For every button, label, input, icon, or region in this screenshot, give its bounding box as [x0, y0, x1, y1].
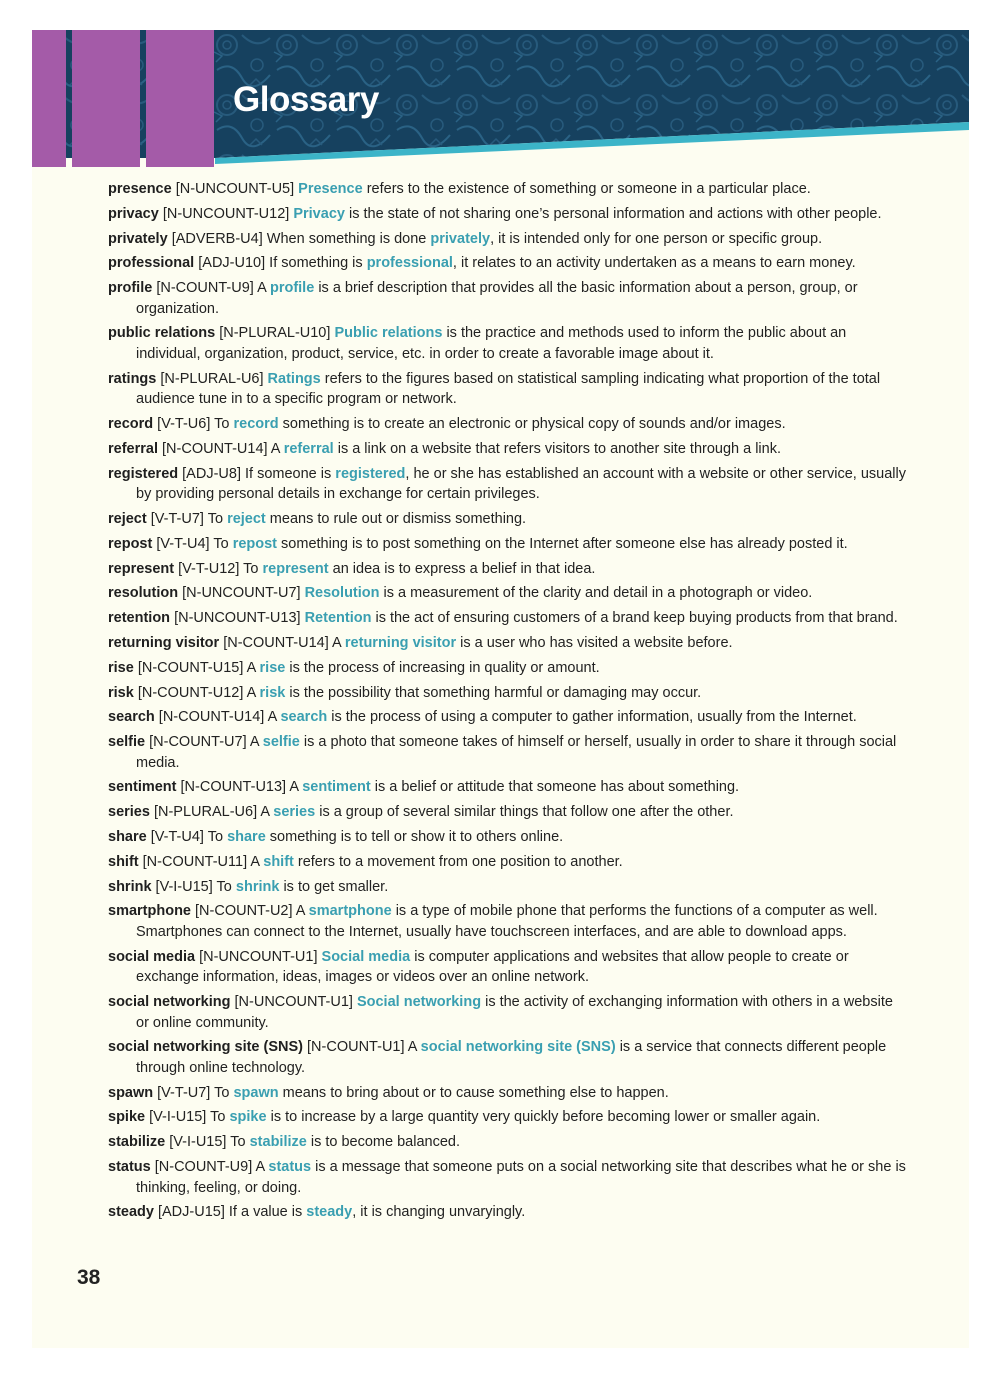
entry-text: A [255, 1159, 265, 1175]
entry-text: To [216, 878, 232, 895]
glossary-entry [108, 229, 908, 250]
glossary-entry [108, 707, 908, 728]
entry-term: referral [108, 440, 158, 457]
entry-tag: [N-PLURAL-U10] [219, 325, 331, 342]
entry-highlight: returning visitor [344, 634, 457, 651]
entry-highlight: Presence [298, 181, 363, 197]
entry-term: ratings [108, 370, 157, 387]
entry-definition: , it is intended only for one person or specific group. [490, 230, 823, 247]
glossary-entry [108, 439, 908, 460]
entry-term: smartphone [108, 903, 191, 920]
entry-text: If something is [269, 255, 363, 272]
glossary-entry [108, 777, 908, 798]
glossary-entry [108, 992, 908, 1033]
entry-tag: [N-UNCOUNT-U13] [174, 610, 301, 627]
entry-text: A [257, 280, 266, 297]
entry-text: To [214, 1084, 230, 1101]
entry-highlight: rise [259, 659, 286, 676]
entry-text: A [332, 634, 341, 651]
entry-term: sentiment [108, 779, 177, 796]
entry-definition: an idea is to express a belief in that idea. [332, 560, 596, 577]
glossary-entry [108, 608, 908, 629]
entry-term: reject [108, 510, 147, 527]
glossary-entry [108, 802, 908, 823]
entry-highlight: steady [306, 1204, 353, 1221]
entry-term: share [108, 829, 147, 846]
glossary-entry [108, 253, 908, 274]
glossary-list [108, 179, 908, 1227]
entry-highlight: share [227, 829, 266, 846]
entry-text: When something is done [266, 230, 427, 247]
entry-tag: [N-UNCOUNT-U1] [234, 994, 353, 1011]
entry-tag: [N-UNCOUNT-U12] [162, 205, 290, 222]
entry-definition: is to become balanced. [310, 1134, 460, 1151]
entry-text: A [260, 804, 270, 821]
entry-text: A [250, 853, 260, 870]
entry-tag: [V-T-U7] [150, 510, 204, 527]
header-tab-1 [32, 30, 66, 167]
glossary-entry [108, 901, 908, 942]
entry-tag: [N-UNCOUNT-U7] [182, 585, 301, 602]
entry-definition: refers to a movement from one position to another. [297, 853, 623, 870]
entry-highlight: smartphone [308, 903, 392, 920]
entry-highlight: shift [263, 853, 294, 870]
entry-highlight: Social networking [356, 994, 482, 1011]
entry-highlight: search [280, 709, 328, 726]
entry-tag: [N-COUNT-U13] [180, 779, 287, 796]
entry-definition: is the activity of exchanging information with others in a website or online community. [136, 994, 893, 1031]
glossary-entry [108, 559, 908, 580]
entry-tag: [V-T-U6] [157, 416, 211, 433]
entry-tag: [N-COUNT-U14] [158, 709, 265, 726]
glossary-entry [108, 633, 908, 654]
entry-definition: is the act of ensuring customers of a brand keep buying products from that brand. [375, 610, 898, 627]
glossary-entry [108, 464, 908, 505]
entry-definition: , it is changing unvaryingly. [352, 1204, 526, 1221]
entry-text: A [407, 1039, 417, 1056]
entry-highlight: record [233, 416, 279, 433]
entry-text: To [213, 535, 229, 552]
entry-term: status [108, 1159, 151, 1175]
entry-term: search [108, 709, 155, 726]
entry-definition: something is to tell or show it to others online. [269, 829, 564, 846]
entry-text: To [207, 829, 224, 846]
entry-highlight: risk [259, 684, 286, 701]
entry-term: record [108, 416, 154, 433]
entry-tag: [N-PLURAL-U6] [153, 804, 258, 821]
entry-definition: is a link on a website that refers visitors to another site through a link. [337, 440, 781, 457]
entry-term: steady [108, 1204, 154, 1221]
entry-highlight: repost [232, 535, 278, 552]
entry-highlight: spike [229, 1109, 267, 1126]
entry-tag: [N-UNCOUNT-U1] [199, 948, 318, 965]
glossary-entry [108, 1132, 908, 1153]
entry-definition: refers to the figures based on statistical sampling indicating what proportion of the total audience tune in to a specific program or network. [136, 370, 881, 408]
entry-definition: is computer applications and websites that allow people to create or exchange information, ideas, images or videos over an online network. [136, 948, 849, 986]
entry-text: To [230, 1134, 246, 1151]
entry-definition: means to rule out or dismiss something. [269, 510, 527, 527]
glossary-entry [108, 1157, 908, 1198]
entry-text: If a value is [228, 1204, 303, 1221]
entry-term: social networking [108, 994, 231, 1011]
entry-highlight: sentiment [302, 779, 371, 796]
entry-text: A [267, 709, 277, 726]
entry-tag: [V-T-U12] [178, 560, 240, 577]
entry-highlight: selfie [262, 734, 300, 751]
entry-term: spawn [108, 1084, 154, 1101]
entry-term: represent [108, 560, 175, 577]
entry-term: risk [108, 684, 134, 701]
entry-definition: is a type of mobile phone that performs the functions of a computer as well. Smartphones can connect to the Internet, usually have touchscreen interfaces, and are able to download apps. [136, 903, 878, 940]
glossary-entry [108, 658, 908, 679]
entry-text: A [246, 684, 256, 701]
glossary-entry [108, 278, 908, 319]
entry-tag: [N-COUNT-U11] [142, 853, 248, 870]
entry-highlight: privately [430, 230, 491, 247]
entry-term: profile [108, 280, 153, 297]
entry-definition: is to increase by a large quantity very quickly before becoming lower or smaller again. [270, 1109, 821, 1126]
glossary-entry [108, 1202, 908, 1223]
glossary-entry [108, 877, 908, 898]
entry-term: shift [108, 853, 139, 870]
entry-definition: is a belief or attitude that someone has about something. [374, 779, 740, 796]
header-tab-2 [72, 30, 140, 167]
glossary-entry [108, 827, 908, 848]
entry-tag: [N-COUNT-U9] [156, 280, 254, 297]
glossary-entry [108, 534, 908, 555]
entry-text: To [243, 560, 259, 577]
glossary-entry [108, 204, 908, 225]
entry-term: registered [108, 465, 179, 482]
entry-term: selfie [108, 734, 146, 751]
entry-term: rise [108, 659, 134, 676]
entry-tag: [ADJ-U15] [157, 1204, 225, 1221]
entry-tag: [ADJ-U8] [182, 465, 241, 482]
entry-term: public relations [108, 325, 216, 342]
entry-highlight: reject [227, 510, 266, 527]
entry-tag: [ADJ-U10] [198, 255, 266, 272]
entry-text: To [207, 510, 224, 527]
entry-text: A [289, 779, 299, 796]
entry-term: privately [108, 230, 168, 247]
entry-tag: [N-COUNT-U14] [162, 440, 268, 457]
glossary-entry [108, 683, 908, 704]
glossary-entry [108, 583, 908, 604]
entry-definition: is a message that someone puts on a social networking site that describes what he or she is thinking, feeling, or doing. [136, 1159, 906, 1196]
glossary-entry [108, 1037, 908, 1078]
entry-tag: [V-T-U7] [157, 1084, 211, 1101]
entry-highlight: profile [269, 280, 315, 297]
entry-tag: [V-T-U4] [156, 535, 210, 552]
glossary-entry [108, 323, 908, 364]
glossary-entry [108, 732, 908, 773]
entry-text: A [295, 903, 305, 920]
entry-highlight: Ratings [267, 370, 321, 387]
entry-tag: [V-T-U4] [150, 829, 204, 846]
entry-highlight: referral [283, 440, 334, 457]
entry-text: If someone is [245, 465, 332, 482]
entry-highlight: status [268, 1159, 312, 1175]
entry-term: spike [108, 1109, 146, 1126]
entry-tag: [V-I-U15] [169, 1134, 227, 1151]
entry-tag: [N-COUNT-U9] [154, 1159, 253, 1175]
entry-tag: [V-I-U15] [149, 1109, 207, 1126]
entry-tag: [N-COUNT-U7] [149, 734, 247, 751]
entry-highlight: represent [262, 560, 329, 577]
entry-definition: is the process of increasing in quality or amount. [289, 659, 600, 676]
entry-highlight: registered [335, 465, 406, 482]
entry-highlight: social networking site (SNS) [420, 1039, 616, 1056]
entry-tag: [N-COUNT-U2] [195, 903, 293, 920]
entry-highlight: spawn [233, 1084, 279, 1101]
header-tab-3 [146, 30, 214, 167]
entry-term: retention [108, 610, 171, 627]
entry-definition: is to get smaller. [283, 878, 389, 895]
entry-text: A [249, 734, 259, 751]
glossary-entry [108, 414, 908, 435]
entry-definition: something is to create an electronic or physical copy of sounds and/or images. [282, 416, 786, 433]
entry-tag: [N-COUNT-U14] [223, 634, 329, 651]
entry-highlight: professional [366, 255, 453, 272]
entry-tag: [N-PLURAL-U6] [160, 370, 264, 387]
entry-tag: [ADVERB-U4] [171, 230, 263, 247]
entry-term: series [108, 804, 150, 821]
entry-highlight: Resolution [304, 585, 380, 602]
entry-text: To [210, 1109, 226, 1126]
page-number: 38 [77, 1266, 101, 1289]
entry-definition: is a group of several similar things that follow one after the other. [319, 804, 734, 821]
entry-definition: something is to post something on the Internet after someone else has already posted it. [281, 535, 848, 552]
entry-tag: [N-COUNT-U1] [307, 1039, 405, 1056]
entry-definition: is a brief description that provides all the basic information about a person, group, or organization. [136, 280, 858, 317]
glossary-entry [108, 852, 908, 873]
entry-definition: is the practice and methods used to inform the public about an individual, organization, product, service, etc. in order to create a favorable image about it. [136, 325, 847, 362]
glossary-entry [108, 1107, 908, 1128]
entry-term: shrink [108, 878, 152, 895]
entry-term: presence [108, 181, 172, 197]
entry-highlight: stabilize [249, 1134, 307, 1151]
entry-definition: is the possibility that something harmful or damaging may occur. [289, 684, 702, 701]
entry-definition: means to bring about or to cause something else to happen. [282, 1084, 669, 1101]
entry-tag: [N-UNCOUNT-U5] [175, 181, 295, 197]
entry-text: A [270, 440, 280, 457]
entry-tag: [V-I-U15] [155, 878, 213, 895]
entry-highlight: series [273, 804, 316, 821]
glossary-entry [108, 509, 908, 530]
entry-highlight: Public relations [334, 325, 443, 342]
entry-highlight: Social media [321, 948, 411, 965]
glossary-entry [108, 369, 908, 410]
entry-definition: , he or she has established an account with a website or other service, usually by providing personal details in exchange for certain privileges. [136, 465, 906, 503]
glossary-entry [108, 179, 908, 200]
entry-term: privacy [108, 205, 159, 222]
entry-definition: is a service that connects different people through online technology. [136, 1039, 887, 1076]
entry-term: resolution [108, 585, 179, 602]
entry-term: social media [108, 948, 196, 965]
entry-definition: , it relates to an activity undertaken as a means to earn money. [452, 255, 856, 272]
entry-tag: [N-COUNT-U15] [137, 659, 244, 676]
entry-text: A [246, 659, 256, 676]
glossary-entry [108, 1083, 908, 1104]
entry-definition: is a user who has visited a website before. [460, 634, 733, 651]
entry-highlight: shrink [235, 878, 280, 895]
page-title: Glossary [233, 80, 379, 119]
entry-text: To [214, 416, 230, 433]
entry-definition: is the process of using a computer to gather information, usually from the Internet. [331, 709, 857, 726]
entry-term: professional [108, 255, 195, 272]
entry-highlight: Retention [304, 610, 372, 627]
entry-highlight: Privacy [293, 205, 345, 222]
entry-term: stabilize [108, 1134, 166, 1151]
glossary-entry [108, 947, 908, 988]
entry-term: social networking site (SNS) [108, 1039, 303, 1056]
entry-definition: is a photo that someone takes of himself or herself, usually in order to share it through social media. [136, 734, 897, 771]
entry-definition: refers to the existence of something or someone in a particular place. [366, 181, 811, 197]
entry-definition: is the state of not sharing one’s personal information and actions with other people. [348, 205, 882, 222]
entry-term: returning visitor [108, 634, 220, 651]
entry-definition: is a measurement of the clarity and detail in a photograph or video. [383, 585, 813, 602]
entry-tag: [N-COUNT-U12] [137, 684, 244, 701]
entry-term: repost [108, 535, 153, 552]
